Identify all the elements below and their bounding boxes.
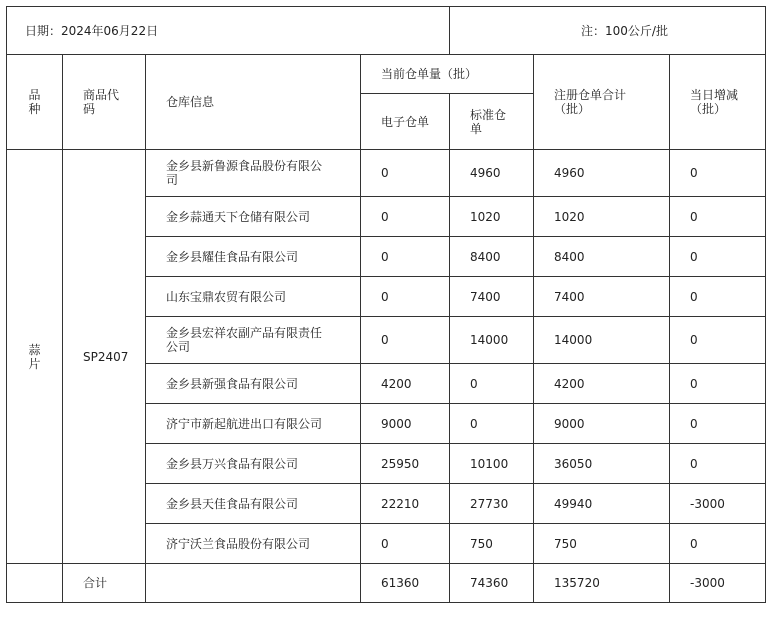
- daily-change-cell: 0: [670, 364, 766, 404]
- standard-cell: 4960: [450, 150, 534, 197]
- warehouse-cell: 金乡县万兴食品有限公司: [146, 444, 361, 484]
- registered-total-cell: 8400: [534, 237, 670, 277]
- electronic-cell: 22210: [361, 484, 450, 524]
- registered-total-cell: 4960: [534, 150, 670, 197]
- report-date: 日期：2024年06月22日: [7, 7, 450, 55]
- warehouse-cell: 金乡县宏祥农副产品有限责任 公司: [146, 317, 361, 364]
- standard-cell: 0: [450, 404, 534, 444]
- current-qty-header: 当前仓单量（批）: [361, 55, 534, 94]
- total-label: 合计: [63, 564, 146, 603]
- registered-total-cell: 9000: [534, 404, 670, 444]
- daily-change-cell: 0: [670, 197, 766, 237]
- registered-total-cell: 7400: [534, 277, 670, 317]
- standard-cell: 8400: [450, 237, 534, 277]
- unit-note: 注：100公斤/批: [450, 7, 766, 55]
- electronic-cell: 25950: [361, 444, 450, 484]
- standard-header: 标准仓 单: [450, 94, 534, 150]
- standard-cell: 27730: [450, 484, 534, 524]
- warehouse-header: 仓库信息: [146, 55, 361, 150]
- code-header: 商品代 码: [63, 55, 146, 150]
- electronic-cell: 0: [361, 197, 450, 237]
- electronic-cell: 4200: [361, 364, 450, 404]
- total-blank-variety: [7, 564, 63, 603]
- standard-cell: 1020: [450, 197, 534, 237]
- electronic-cell: 0: [361, 150, 450, 197]
- table-body: [7, 150, 766, 564]
- electronic-cell: 0: [361, 317, 450, 364]
- standard-cell: 10100: [450, 444, 534, 484]
- warehouse-cell: 济宁市新起航进出口有限公司: [146, 404, 361, 444]
- daily-change-cell: 0: [670, 404, 766, 444]
- variety-header: 品 种: [7, 55, 63, 150]
- total-blank-warehouse: [146, 564, 361, 603]
- total-change: -3000: [670, 564, 766, 603]
- standard-cell: 750: [450, 524, 534, 564]
- standard-cell: 14000: [450, 317, 534, 364]
- registered-total-cell: 4200: [534, 364, 670, 404]
- daily-change-cell: 0: [670, 524, 766, 564]
- total-row: [7, 564, 766, 603]
- daily-change-cell: 0: [670, 317, 766, 364]
- warehouse-cell: 山东宝鼎农贸有限公司: [146, 277, 361, 317]
- daily-change-cell: 0: [670, 277, 766, 317]
- electronic-cell: 0: [361, 524, 450, 564]
- warehouse-cell: 金乡县天佳食品有限公司: [146, 484, 361, 524]
- electronic-cell: 0: [361, 237, 450, 277]
- warehouse-cell: 金乡县新鲁源食品股份有限公 司: [146, 150, 361, 197]
- registered-total-header: 注册仓单合计 （批）: [534, 55, 670, 150]
- registered-total-cell: 1020: [534, 197, 670, 237]
- registered-total-cell: 49940: [534, 484, 670, 524]
- standard-cell: 0: [450, 364, 534, 404]
- warehouse-cell: 金乡蒜通天下仓储有限公司: [146, 197, 361, 237]
- warehouse-cell: 金乡县耀佳食品有限公司: [146, 237, 361, 277]
- standard-cell: 7400: [450, 277, 534, 317]
- daily-change-cell: 0: [670, 444, 766, 484]
- total-standard: 74360: [450, 564, 534, 603]
- daily-change-cell: 0: [670, 150, 766, 197]
- registered-total-cell: 36050: [534, 444, 670, 484]
- warehouse-receipt-table: [6, 6, 766, 603]
- warehouse-cell: 金乡县新强食品有限公司: [146, 364, 361, 404]
- electronic-cell: 0: [361, 277, 450, 317]
- product-code-cell: SP2407: [63, 150, 146, 564]
- daily-change-cell: -3000: [670, 484, 766, 524]
- total-registered: 135720: [534, 564, 670, 603]
- column-header-row-1: [7, 55, 766, 94]
- electronic-cell: 9000: [361, 404, 450, 444]
- total-electronic: 61360: [361, 564, 450, 603]
- table-row: [7, 150, 766, 197]
- daily-change-cell: 0: [670, 237, 766, 277]
- report-header-row: [7, 7, 766, 55]
- registered-total-cell: 14000: [534, 317, 670, 364]
- registered-total-cell: 750: [534, 524, 670, 564]
- variety-cell: 蒜 片: [7, 150, 63, 564]
- warehouse-cell: 济宁沃兰食品股份有限公司: [146, 524, 361, 564]
- electronic-header: 电子仓单: [361, 94, 450, 150]
- daily-change-header: 当日增减 （批）: [670, 55, 766, 150]
